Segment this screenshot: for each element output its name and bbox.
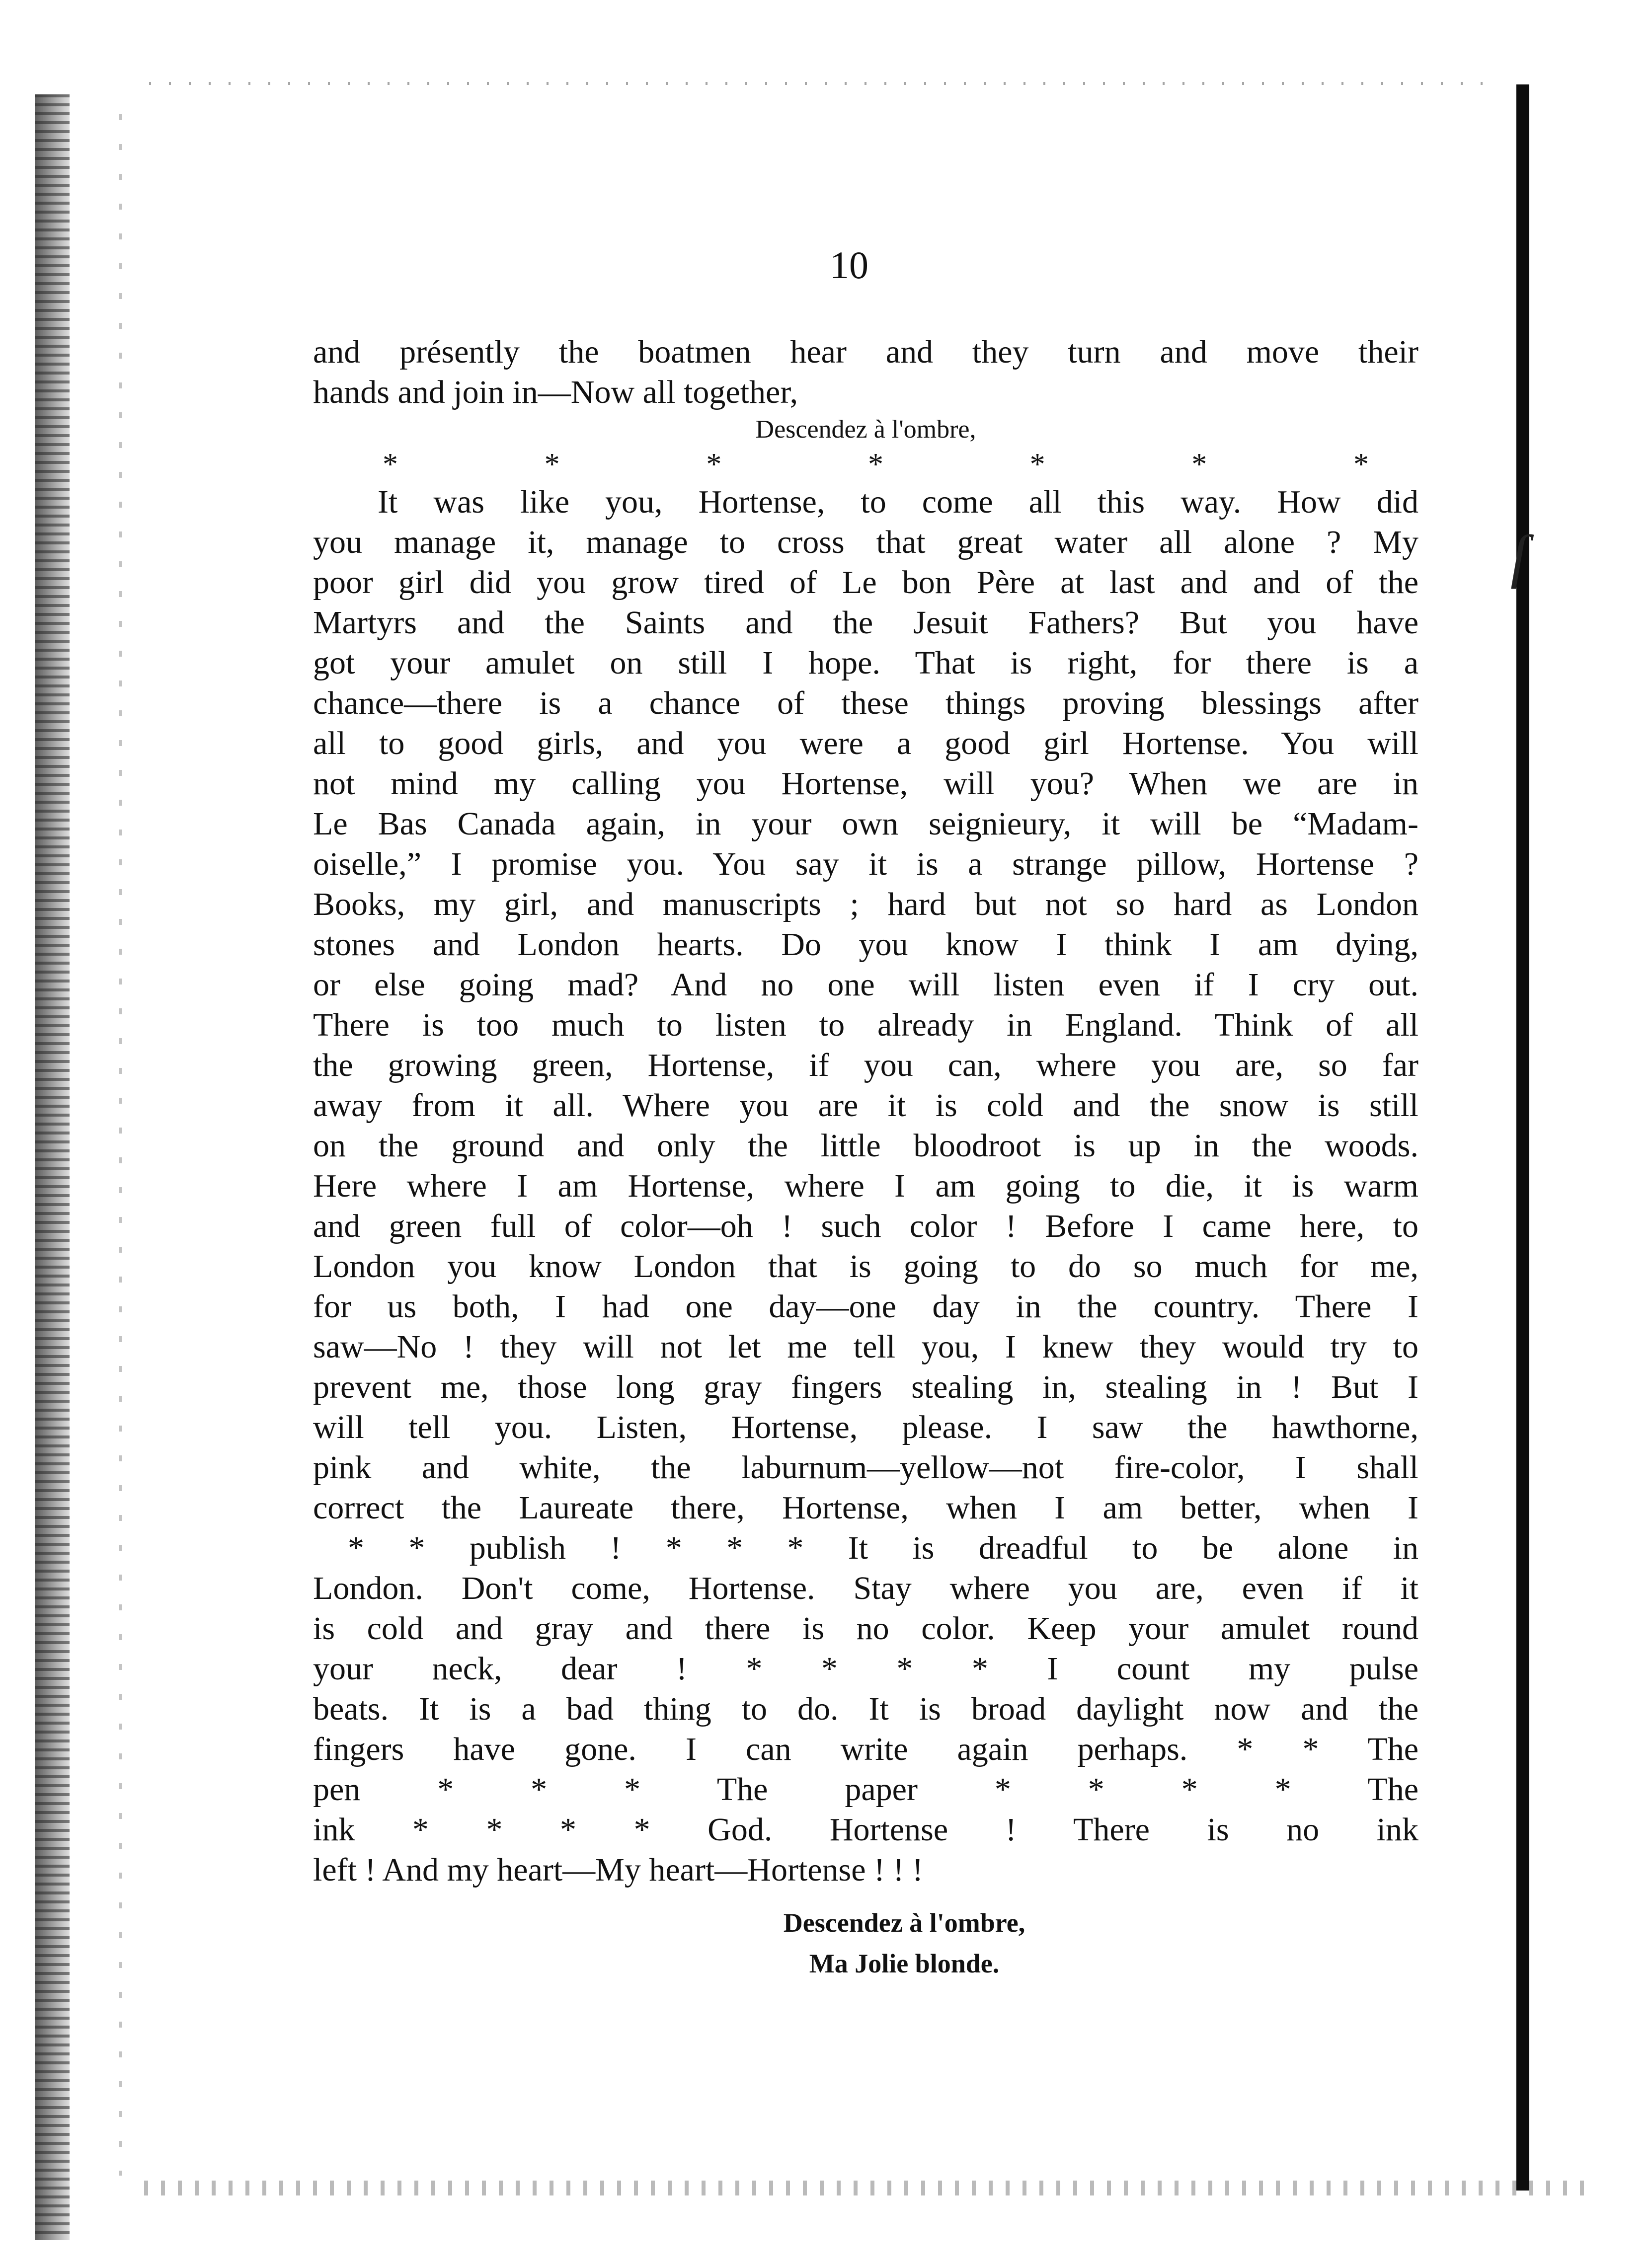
text-line: left ! And my heart—My heart—Hortense ! ! ! — [313, 1852, 923, 1888]
text-line: fingers have gone. I can write again perhaps. * * The — [313, 1731, 1418, 1767]
text-line: away from it all. Where you are it is cold and the snow is still — [313, 1087, 1418, 1124]
text-line: will tell you. Listen, Hortense, please. I saw the hawthorne, — [313, 1409, 1418, 1445]
text-line: you manage it, manage to cross that great water all alone ? My — [313, 524, 1418, 560]
refrain-line: Descendez à l'ombre, — [755, 415, 976, 444]
text-line: for us both, I had one day—one day in the country. There I — [313, 1288, 1418, 1325]
margin-mark: ſ — [1510, 523, 1527, 589]
text-line: * * publish ! * * * It is dreadful to be alone in — [348, 1530, 1418, 1566]
text-line: Here where I am Hortense, where I am going to die, it is warm — [313, 1168, 1418, 1204]
star: * — [544, 448, 560, 481]
scan-left-edge — [35, 94, 70, 2240]
page-number: 10 — [830, 243, 868, 287]
text-line: Martyrs and the Saints and the Jesuit Fathers? But you have — [313, 605, 1418, 641]
star: * — [867, 448, 883, 481]
text-line: all to good girls, and you were a good girl Hortense. You will — [313, 725, 1418, 761]
refrain-line: Ma Jolie blonde. — [809, 1949, 1000, 1978]
page-body — [313, 332, 1418, 1890]
text-line: hands and join in—Now all together, — [313, 374, 798, 410]
scan-gutter-shadow — [119, 114, 122, 2176]
text-line: and présently the boatmen hear and they turn and move their — [313, 334, 1418, 370]
text-line: It was like you, Hortense, to come all this way. How did — [378, 484, 1418, 520]
text-line: or else going mad? And no one will listen even if I cry out. — [313, 967, 1418, 1003]
text-line: the growing green, Hortense, if you can, where you are, so far — [313, 1047, 1418, 1083]
scan-right-bar — [1516, 84, 1529, 2191]
star: * — [706, 448, 722, 481]
star: * — [383, 448, 398, 481]
text-line: Le Bas Canada again, in your own seignieury, it will be “Madam- — [313, 806, 1418, 842]
text-line: pink and white, the laburnum—yellow—not fire-color, I shall — [313, 1449, 1418, 1486]
text-line: There is too much to listen to already in England. Think of all — [313, 1007, 1418, 1043]
text-line: London. Don't come, Hortense. Stay where you are, even if it — [313, 1570, 1418, 1606]
text-line: prevent me, those long gray fingers stealing in, stealing in ! But I — [313, 1369, 1418, 1405]
star: * — [1191, 448, 1207, 481]
text-line: correct the Laureate there, Hortense, when I am better, when I — [313, 1490, 1418, 1526]
text-line: on the ground and only the little bloodroot is up in the woods. — [313, 1128, 1418, 1164]
text-line: beats. It is a bad thing to do. It is broad daylight now and the — [313, 1691, 1418, 1727]
text-line: London you know London that is going to do so much for me, — [313, 1248, 1418, 1285]
text-line: Books, my girl, and manuscripts ; hard but not so hard as London — [313, 886, 1418, 922]
text-line: is cold and gray and there is no color. Keep your amulet round — [313, 1610, 1418, 1647]
star: * — [1353, 448, 1369, 481]
section-break-stars — [313, 447, 1418, 482]
star: * — [1029, 448, 1045, 481]
scan-top-noise — [149, 82, 1491, 85]
text-line: oiselle,” I promise you. You say it is a strange pillow, Hortense ? — [313, 846, 1418, 882]
text-line: pen * * * The paper * * * * The — [313, 1771, 1418, 1808]
text-line: stones and London hearts. Do you know I think I am dying, — [313, 926, 1418, 963]
text-line: ink * * * * God. Hortense ! There is no ink — [313, 1812, 1418, 1848]
text-line: poor girl did you grow tired of Le bon Père at last and and of the — [313, 564, 1418, 601]
text-line: your neck, dear ! * * * * I count my pulse — [313, 1651, 1418, 1687]
text-line: got your amulet on still I hope. That is right, for there is a — [313, 645, 1418, 681]
text-line: and green full of color—oh ! such color ! Before I came here, to — [313, 1208, 1418, 1244]
text-line: saw—No ! they will not let me tell you, I knew they would try to — [313, 1329, 1418, 1365]
refrain-line: Descendez à l'ombre, — [783, 1908, 1025, 1938]
scan-bottom-noise — [144, 2181, 1585, 2195]
text-line: not mind my calling you Hortense, will you? When we are in — [313, 765, 1418, 802]
closing-refrain — [730, 1902, 1078, 1984]
text-line: chance—there is a chance of these things proving blessings after — [313, 685, 1418, 721]
